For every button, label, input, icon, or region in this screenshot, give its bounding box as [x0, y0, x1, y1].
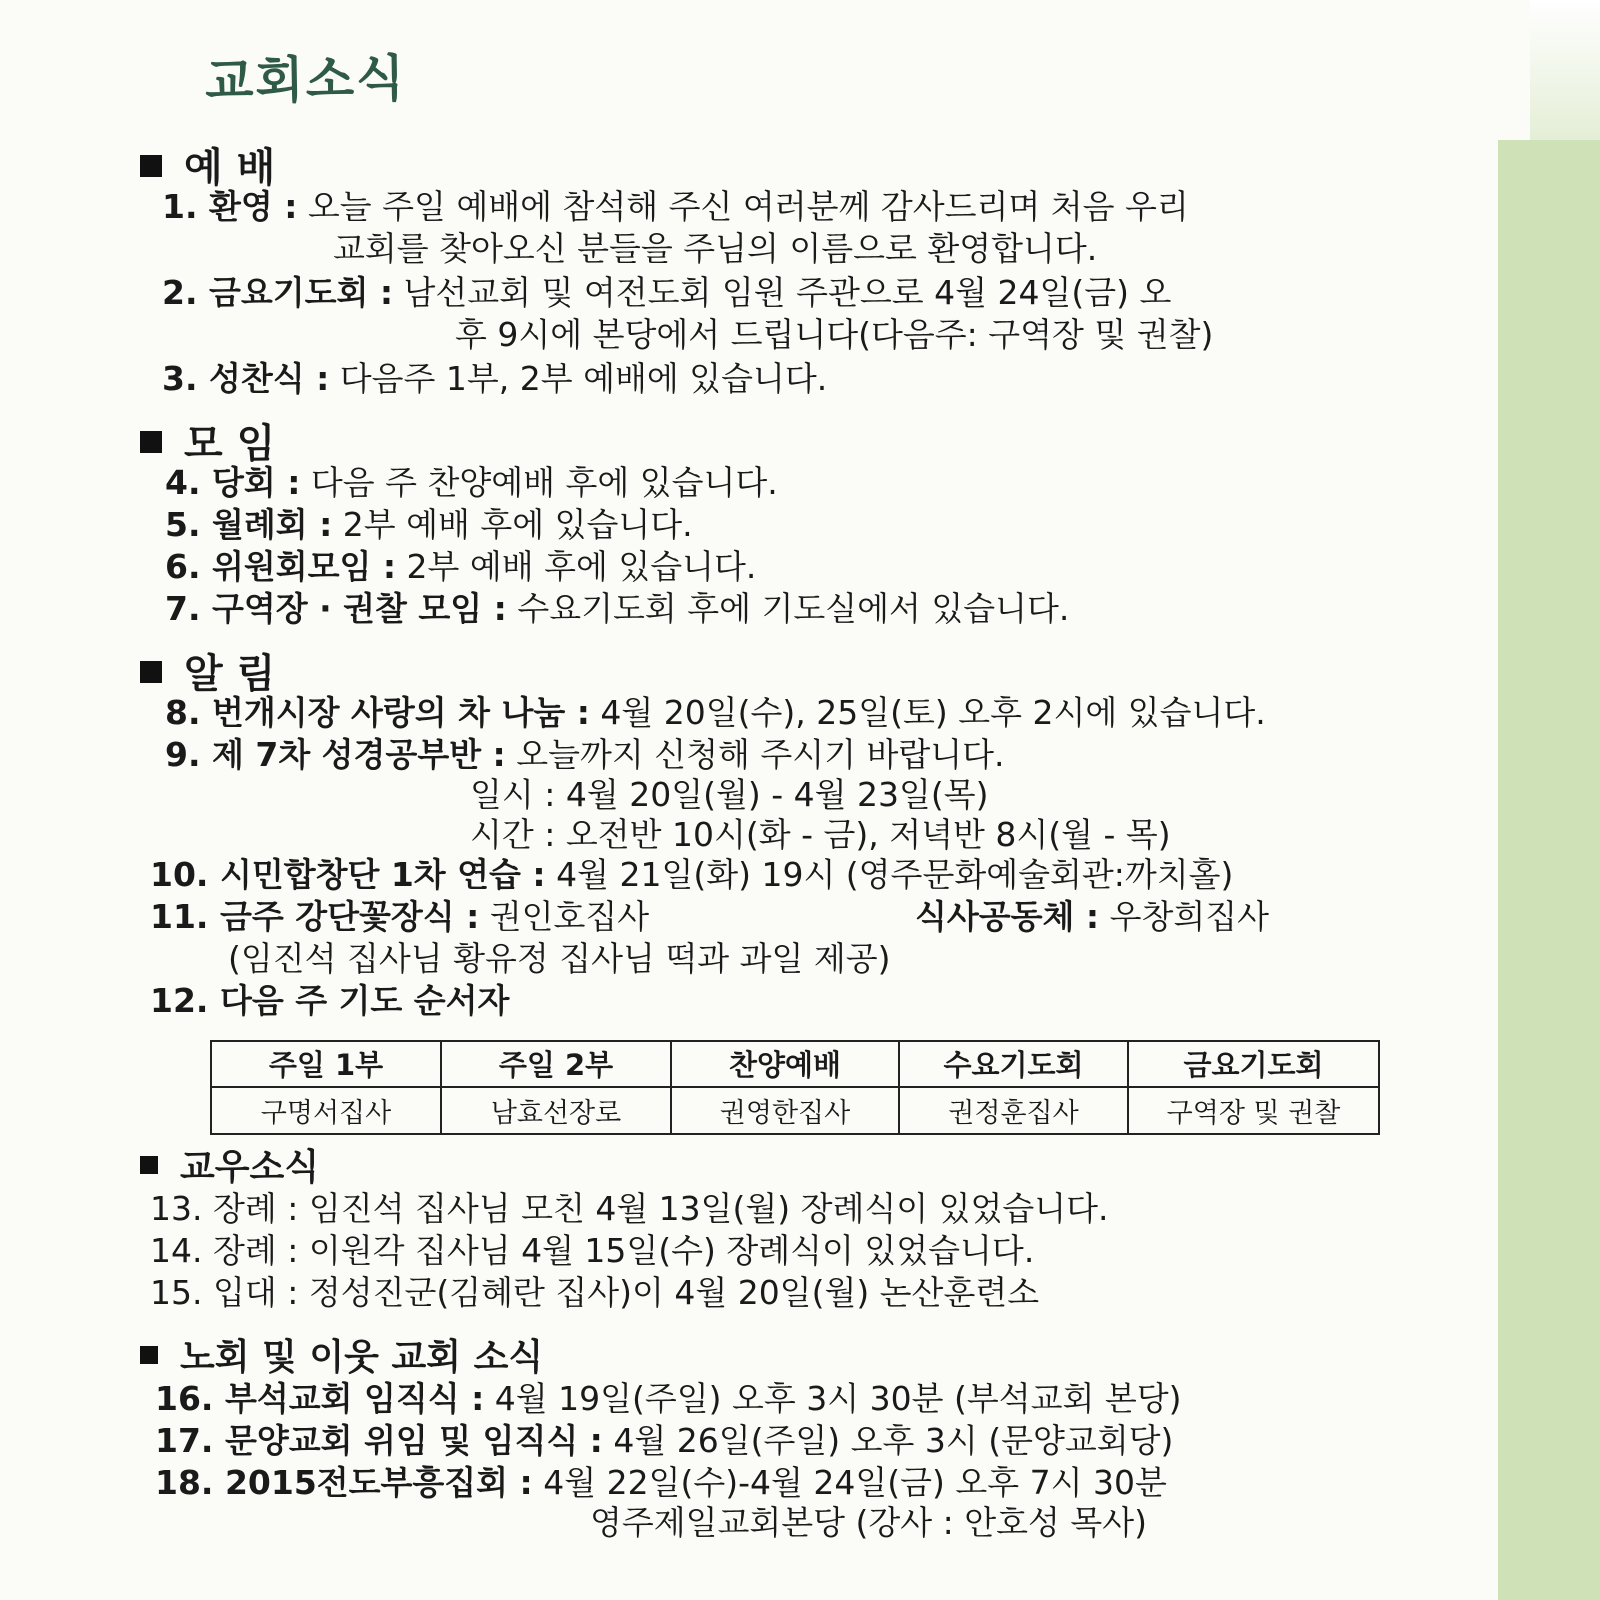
item-9-time: 시간 : 오전반 10시(화 - 금), 저녁반 8시(월 - 목) [470, 815, 1171, 854]
item-13: 13. 장례 : 임진석 집사님 모친 4월 13일(월) 장례식이 있었습니다. [150, 1189, 1109, 1228]
item-16 [155, 1379, 1182, 1418]
item-text: 다음주 1부, 2부 예배에 있습니다. [329, 359, 828, 398]
item-18-cont: 영주제일교회본당 (강사 : 안호성 목사) [590, 1503, 1147, 1542]
item-text: 4월 19일(주일) 오후 3시 30분 (부석교회 본당) [484, 1379, 1182, 1418]
item-10 [150, 855, 1234, 894]
bullet-square-icon [140, 1156, 158, 1174]
item-text: 우창희집사 [1099, 897, 1269, 936]
item-head: 9. 제 7차 성경공부반 : [165, 735, 506, 774]
table-cell: 구명서집사 [212, 1088, 442, 1134]
table-header-cell: 주일 2부 [442, 1042, 672, 1088]
section-presbytery [140, 1337, 544, 1378]
page-edge-green [1498, 140, 1600, 1600]
bullet-square-icon [140, 1346, 158, 1364]
item-3 [162, 359, 828, 398]
table-header-cell: 찬양예배 [672, 1042, 900, 1088]
item-1-cont: 교회를 찾아오신 분들을 주님의 이름으로 환영합니다. [333, 229, 1098, 268]
item-head: 17. 문양교회 위임 및 임직식 : [155, 1421, 603, 1460]
table-cell: 남효선장로 [442, 1088, 672, 1134]
item-14: 14. 장례 : 이원각 집사님 4월 15일(수) 장례식이 있었습니다. [150, 1231, 1035, 1270]
item-head: 6. 위원회모임 : [165, 547, 397, 586]
table-header-cell: 금요기도회 [1129, 1042, 1378, 1088]
item-head: 11. 금주 강단꽃장식 : [150, 897, 480, 936]
item-5 [165, 505, 693, 544]
table-header-cell: 수요기도회 [900, 1042, 1129, 1088]
section-notice [140, 651, 276, 697]
item-15: 15. 입대 : 정성진군(김혜란 집사)이 4월 20일(월) 논산훈련소 [150, 1273, 1040, 1312]
item-9 [165, 735, 1005, 774]
item-head: 18. 2015전도부흥집회 : [155, 1463, 533, 1502]
item-17 [155, 1421, 1174, 1460]
item-head: 7. 구역장 · 권찰 모임 : [165, 589, 507, 628]
item-text: 4월 21일(화) 19시 (영주문화예술회관:까치홀) [545, 855, 1234, 894]
section-title: 교우소식 [180, 1147, 320, 1188]
item-1 [162, 187, 1189, 226]
table-header-cell: 주일 1부 [212, 1042, 442, 1088]
item-head: 16. 부석교회 임직식 : [155, 1379, 485, 1418]
section-worship [140, 145, 276, 191]
item-head: 8. 번개시장 사랑의 차 나눔 : [165, 693, 590, 732]
item-6 [165, 547, 757, 586]
bullet-square-icon [140, 155, 162, 177]
item-11 [150, 897, 650, 936]
item-9-date: 일시 : 4월 20일(월) - 4월 23일(목) [470, 775, 989, 814]
item-8 [165, 693, 1266, 732]
item-head: 3. 성찬식 : [162, 359, 330, 398]
page-edge-top [1530, 0, 1600, 140]
bullet-square-icon [140, 431, 162, 453]
item-11-meal [915, 897, 1269, 936]
item-head: 2. 금요기도회 : [162, 273, 394, 312]
item-head: 5. 월례회 : [165, 505, 333, 544]
item-12 [150, 981, 510, 1020]
item-text: 권인호집사 [479, 897, 650, 936]
table-cell: 구역장 및 권찰 [1166, 1097, 1341, 1129]
item-text: 수요기도회 후에 기도실에서 있습니다. [506, 589, 1070, 628]
item-text: 4월 22일(수)-4월 24일(금) 오후 7시 30분 [532, 1463, 1167, 1502]
section-meeting [140, 421, 276, 467]
section-title: 노회 및 이웃 교회 소식 [180, 1337, 544, 1378]
item-text: 2부 예배 후에 있습니다. [332, 505, 693, 544]
prayer-order-table [210, 1040, 1380, 1135]
item-text: 2부 예배 후에 있습니다. [396, 547, 757, 586]
table-cell: 권정훈집사 [900, 1088, 1129, 1134]
bullet-square-icon [140, 661, 162, 683]
item-head: 식사공동체 : [915, 897, 1100, 936]
section-title: 예 배 [184, 145, 276, 191]
item-18 [155, 1463, 1167, 1502]
item-head: 12. 다음 주 기도 순서자 [150, 981, 510, 1020]
item-7 [165, 589, 1070, 628]
item-head: 10. 시민합창단 1차 연습 : [150, 855, 546, 894]
item-text: 4월 20일(수), 25일(토) 오후 2시에 있습니다. [589, 693, 1266, 732]
item-11-cont: (임진석 집사님 황유정 집사님 떡과 과일 제공) [228, 939, 891, 978]
table-cell: 권영한집사 [672, 1088, 900, 1134]
item-text: 다음 주 찬양예배 후에 있습니다. [300, 463, 778, 502]
item-text: 오늘 주일 예배에 참석해 주신 여러분께 감사드리며 처음 우리 [297, 187, 1189, 226]
item-head: 1. 환영 : [162, 187, 298, 226]
item-4 [165, 463, 778, 502]
page-title: 교회소식 [204, 48, 407, 111]
section-title: 알 림 [184, 651, 276, 697]
item-head: 4. 당회 : [165, 463, 301, 502]
item-text: 4월 26일(주일) 오후 3시 (문양교회당) [602, 1421, 1174, 1460]
item-2 [162, 273, 1172, 312]
section-members [140, 1147, 320, 1188]
item-2-cont: 후 9시에 본당에서 드립니다(다음주: 구역장 및 권찰) [455, 315, 1214, 354]
section-title: 모 임 [184, 421, 276, 467]
item-text: 남선교회 및 여전도회 임원 주관으로 4월 24일(금) 오 [393, 273, 1172, 312]
item-text: 오늘까지 신청해 주시기 바랍니다. [505, 735, 1005, 774]
